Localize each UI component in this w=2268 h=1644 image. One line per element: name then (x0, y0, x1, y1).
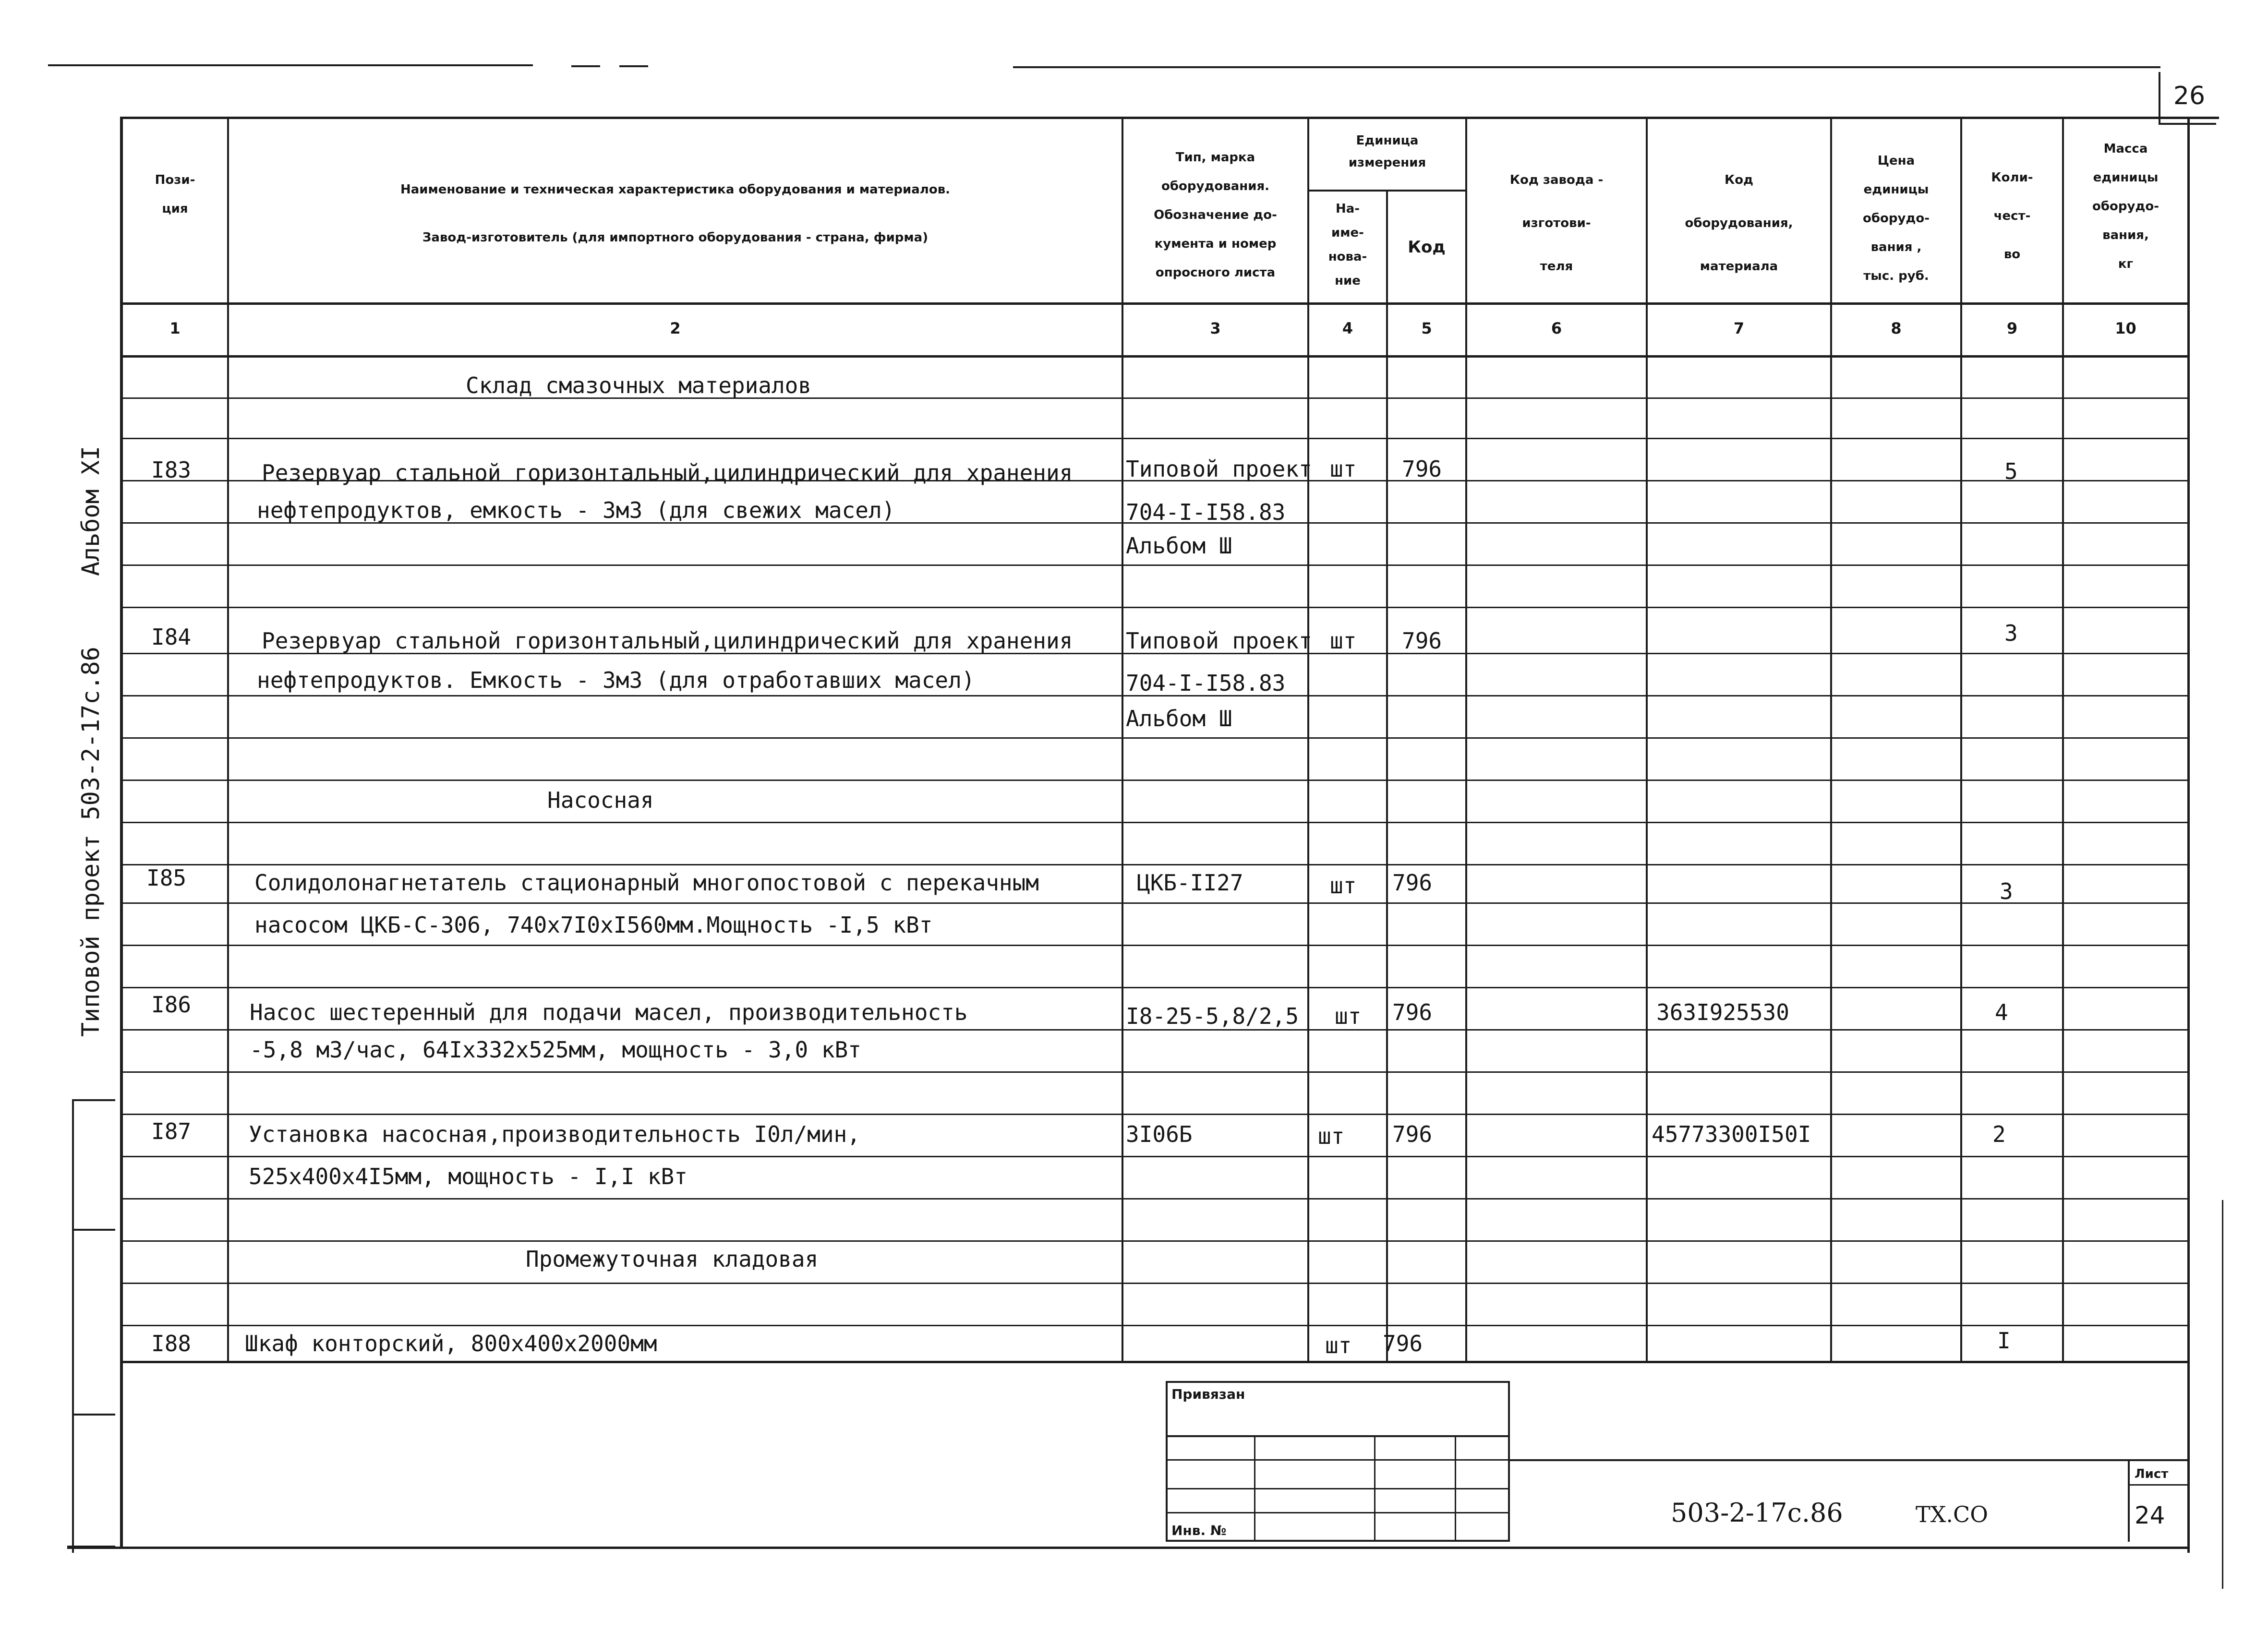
row-line (120, 737, 2189, 739)
row-type-line: ЦКБ-II27 (1137, 870, 1243, 896)
section-heading: Насосная (547, 787, 654, 813)
row-line (120, 864, 2189, 865)
row-position: I87 (151, 1118, 192, 1144)
top-rule-dash (571, 65, 600, 67)
stamp-inventory-label: Инв. № (1171, 1523, 1227, 1538)
row-line (120, 397, 2189, 399)
document-code: 503-2-17с.86 (1671, 1498, 1843, 1528)
row-name-line: нефтепродуктов. Емкость - 3м3 (для отработавших масел) (257, 667, 975, 693)
row-position: I86 (151, 992, 192, 1018)
row-type-line: Альбом Ш (1126, 533, 1232, 559)
colnum-10: 10 (2115, 319, 2136, 337)
stamp-line (1166, 1381, 1510, 1383)
margin-strip-line (72, 1414, 115, 1416)
row-line (120, 607, 2189, 608)
top-rule-left (48, 64, 533, 66)
row-name-line: Установка насосная,производительность I0л/мин, (249, 1121, 860, 1147)
colnum-2: 2 (670, 319, 681, 337)
row-line (120, 1114, 2189, 1115)
row-unit: шт (1325, 1332, 1352, 1358)
row-type-line: Типовой проект (1126, 628, 1312, 654)
row-unit-code: 796 (1392, 999, 1433, 1025)
row-quantity: 3 (2000, 878, 2013, 904)
project-label: Типовой проект 503-2-17с.86 (77, 647, 105, 1037)
header-unit-group: Единица измерения (1348, 133, 1426, 170)
stamp-line (1508, 1459, 2189, 1461)
row-type-line: 704-I-I58.83 (1126, 499, 1286, 525)
row-type-line: I8-25-5,8/2,5 (1126, 1003, 1299, 1029)
row-unit-code: 796 (1392, 1121, 1433, 1147)
row-name-line: 525х400х4I5мм, мощность - I,I кВт (249, 1164, 688, 1189)
row-quantity: 2 (1992, 1121, 2006, 1147)
margin-strip-line (72, 1229, 115, 1231)
margin-strip-line (72, 1099, 115, 1101)
stamp-line (1166, 1381, 1168, 1542)
colnum-9: 9 (2006, 319, 2018, 337)
row-quantity: 3 (2004, 620, 2018, 646)
row-unit: шт (1330, 873, 1357, 899)
row-line (120, 1283, 2189, 1284)
header-bottom-line (120, 302, 2189, 305)
frame-bottom (67, 1547, 2189, 1549)
row-type-line: 3I06Б (1126, 1121, 1193, 1147)
sheet-number: 24 (2135, 1501, 2165, 1529)
table-bottom-line (120, 1361, 2189, 1363)
row-quantity: 5 (2004, 458, 2018, 484)
header-factory-code: Код завода - изготови- теля (1509, 173, 1604, 274)
colnum-8: 8 (1891, 319, 1902, 337)
colnum-5: 5 (1421, 319, 1432, 337)
header-quantity: Коли- чест- во (1991, 170, 2033, 262)
row-quantity: I (1997, 1328, 2011, 1354)
row-line (120, 987, 2189, 988)
row-unit-code: 796 (1402, 456, 1442, 482)
row-line (120, 822, 2189, 823)
stamp-line (1166, 1512, 1510, 1513)
section-heading: Промежуточная кладовая (526, 1246, 819, 1272)
stamp-line (2128, 1484, 2189, 1486)
header-mass: Масса единицы оборудо- вания, кг (2092, 142, 2159, 271)
stamp-line (1455, 1435, 1456, 1542)
margin-strip-line (72, 1099, 74, 1553)
stamp-line (1166, 1540, 1510, 1542)
row-type-line: 704-I-I58.83 (1126, 670, 1286, 696)
row-name-line: Резервуар стальной горизонтальный,цилиндрический для хранения (262, 628, 1073, 654)
section-heading: Склад смазочных материалов (466, 372, 812, 398)
row-material-code: 363I925530 (1656, 999, 1789, 1025)
page-number: 26 (2173, 82, 2206, 110)
header-position: Пози- ция (155, 173, 195, 216)
row-line (120, 1240, 2189, 1242)
row-line (120, 945, 2189, 946)
row-name-line: Шкаф конторский, 800х400х2000мм (245, 1331, 657, 1356)
stamp-line (1166, 1435, 1510, 1437)
row-line (120, 902, 2189, 904)
header-name: Наименование и техническая характеристика оборудования и материалов. Завод-изготовитель (для импортного оборудования - страна, фирма) (400, 182, 951, 245)
row-name-line: насосом ЦКБ-С-306, 740х7I0хI560мм.Мощность -I,5 кВт (254, 912, 933, 938)
row-unit: шт (1330, 628, 1357, 654)
row-unit-code: 796 (1392, 870, 1433, 896)
colnum-1: 1 (169, 319, 181, 337)
row-line (120, 780, 2189, 781)
row-unit: шт (1318, 1123, 1345, 1149)
scan-edge-line (2222, 1200, 2223, 1589)
colnum-6: 6 (1551, 319, 1562, 337)
row-unit: шт (1335, 1003, 1362, 1029)
stamp-line (2128, 1459, 2130, 1542)
frame-right (2187, 118, 2190, 1553)
header-price: Цена единицы оборудо- вания , тыс. руб. (1862, 154, 1930, 283)
header-unit-code: Код (1408, 238, 1446, 257)
row-line (120, 1071, 2189, 1073)
colnum-bottom-line (120, 355, 2189, 358)
row-position: I85 (146, 865, 187, 891)
row-name-line: -5,8 м3/час, 64Iх332х525мм, мощность - 3,0 кВт (250, 1037, 861, 1063)
unit-group-line (1307, 190, 1467, 192)
colnum-4: 4 (1342, 319, 1353, 337)
header-top-line (120, 117, 2219, 119)
row-position: I84 (151, 624, 192, 650)
row-position: I88 (151, 1331, 192, 1356)
row-name-line: Солидолонагнетатель стационарный многопостовой с перекачным (254, 870, 1039, 896)
col-line (1386, 190, 1388, 1361)
row-type-line: Альбом Ш (1126, 706, 1232, 732)
stamp-line (1254, 1435, 1255, 1542)
stamp-tied-label: Привязан (1171, 1386, 1245, 1402)
row-line (120, 1156, 2189, 1157)
colnum-7: 7 (1733, 319, 1745, 337)
row-type-line: Типовой проект (1126, 456, 1312, 482)
album-label: Альбом XI (77, 446, 105, 576)
row-unit-code: 796 (1402, 628, 1442, 654)
document-suffix: ТХ.СО (1916, 1501, 1988, 1527)
row-quantity: 4 (1995, 999, 2008, 1025)
header-unit-name: На- име- нова- ние (1328, 202, 1367, 288)
row-line (120, 1325, 2189, 1326)
sheet-label: Лист (2135, 1467, 2169, 1481)
row-material-code: 45773300I50I (1652, 1121, 1811, 1147)
row-position: I83 (151, 457, 192, 483)
colnum-3: 3 (1210, 319, 1221, 337)
row-line (120, 564, 2189, 566)
stamp-line (1166, 1488, 1510, 1489)
top-rule-dash (619, 65, 648, 67)
stamp-line (1166, 1459, 1510, 1461)
row-name-line: нефтепродуктов, емкость - 3м3 (для свежих масел) (257, 497, 895, 523)
row-unit-code: 796 (1383, 1331, 1423, 1356)
row-name-line: Насос шестеренный для подачи масел, производительность (250, 999, 968, 1025)
header-material-code: Код оборудования, материала (1685, 173, 1793, 274)
row-unit: шт (1330, 456, 1357, 482)
row-line (120, 1198, 2189, 1200)
stamp-line (1374, 1435, 1375, 1542)
header-type: Тип, марка оборудования. Обозначение до- кумента и номер опросного листа (1154, 150, 1277, 280)
row-line (120, 1029, 2189, 1031)
row-line (120, 438, 2189, 439)
row-name-line: Резервуар стальной горизонтальный,цилиндрический для хранения (262, 460, 1073, 486)
stamp-line (1508, 1381, 1510, 1542)
top-rule-right (1013, 66, 2160, 68)
